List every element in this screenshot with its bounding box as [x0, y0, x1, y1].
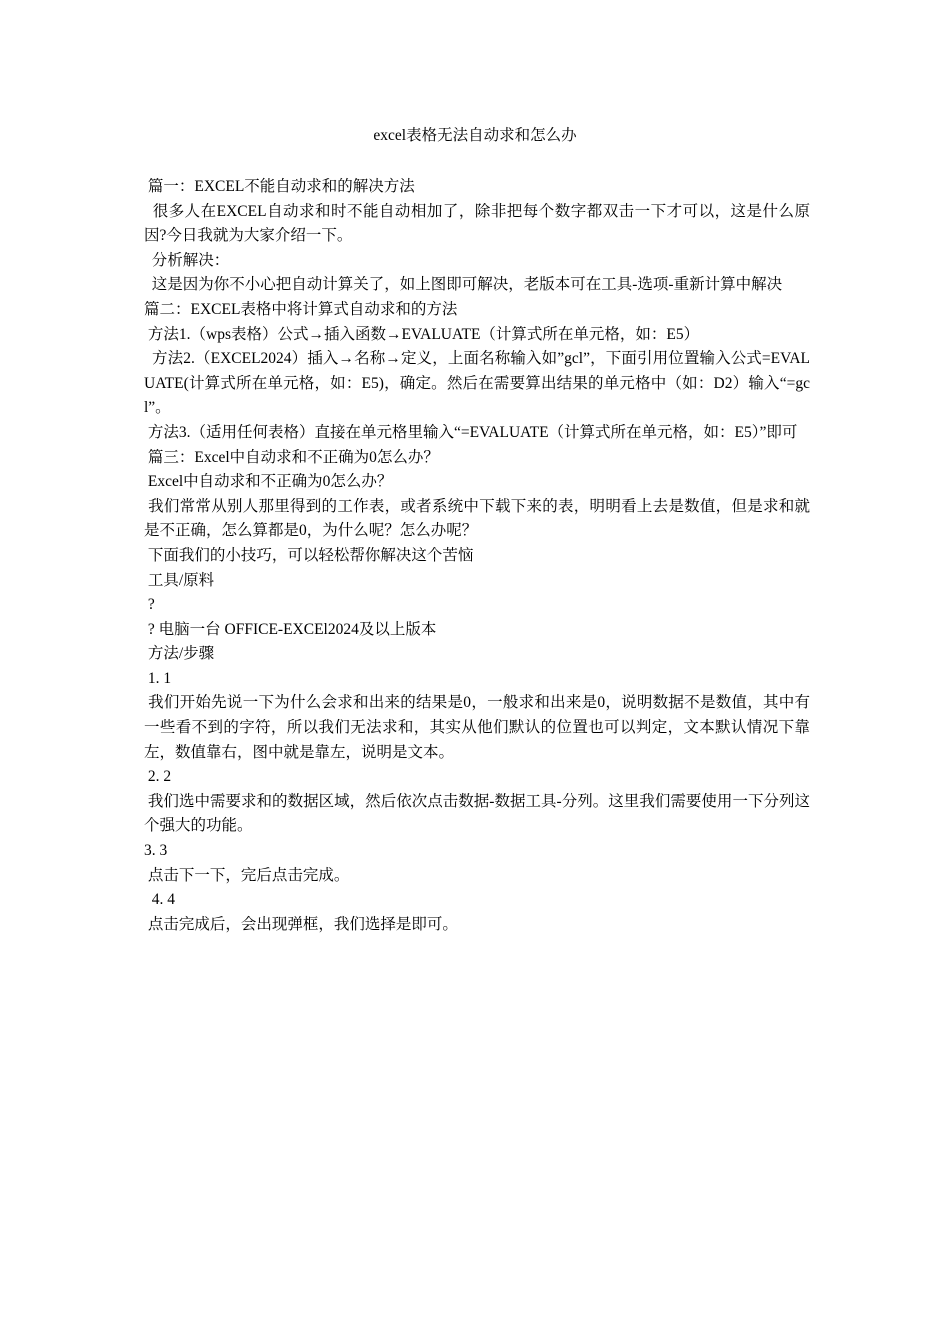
paragraph: 4. 4	[144, 891, 175, 909]
paragraph: 方法/步骤	[144, 645, 215, 663]
paragraph: 这是因为你不小心把自动计算关了，如上图即可解决，老版本可在工具-选项-重新计算中解决	[144, 276, 783, 294]
paragraph: 我们常常从别人那里得到的工作表，或者系统中下载下来的表，明明看上去是数值，但是求和就是不正确，怎么算都是0，为什么呢？怎么办呢？	[144, 497, 810, 540]
document-title: excel表格无法自动求和怎么办	[373, 127, 577, 144]
paragraph: 3. 3	[144, 842, 168, 860]
paragraph: Excel中自动求和不正确为0怎么办？	[144, 473, 393, 491]
paragraph: ? 电脑一台 OFFICE-EXCEl2024及以上版本	[144, 620, 437, 638]
paragraph: 2. 2	[144, 768, 172, 786]
paragraph: 工具/原料	[144, 571, 215, 589]
paragraph: 点击下一下，完后点击完成。	[144, 866, 350, 884]
paragraph: 很多人在EXCEL自动求和时不能自动相加了，除非把每个数字都双击一下才可以，这是什么原因?今日我就为大家介绍一下。	[144, 202, 810, 245]
paragraph: ?	[144, 596, 155, 614]
paragraph: 分析解决：	[144, 251, 230, 269]
paragraph: 篇一：EXCEL不能自动求和的解决方法	[144, 178, 415, 195]
paragraph: 点击完成后，会出现弹框，我们选择是即可。	[144, 915, 458, 933]
paragraph: 方法3.（适用任何表格）直接在单元格里输入“=EVALUATE（计算式所在单元格，如：E5）”即可	[144, 423, 798, 441]
paragraph: 篇三：Excel中自动求和不正确为0怎么办？	[144, 448, 439, 466]
document-body	[144, 175, 810, 937]
paragraph: 1. 1	[144, 669, 172, 687]
paragraph: 我们选中需要求和的数据区域，然后依次点击数据-数据工具-分列。这里我们需要使用一下分列这个强大的功能。	[144, 792, 811, 835]
paragraph: 方法2.（EXCEL2024）插入→名称→定义，上面名称输入如”gcl”，下面引用位置输入公式=EVALUATE(计算式所在单元格，如：E5)，确定。然后在需要算出结果的单元格中（如：D2）输入“=gcl”。	[144, 350, 811, 417]
paragraph: 下面我们的小技巧，可以轻松帮你解决这个苦恼	[144, 546, 474, 564]
paragraph: 方法1.（wps表格）公式→插入函数→EVALUATE（计算式所在单元格，如：E5）	[144, 325, 700, 343]
paragraph: 我们开始先说一下为什么会求和出来的结果是0，一般求和出来是0，说明数据不是数值，其中有一些看不到的字符，所以我们无法求和，其实从他们默认的位置也可以判定，文本默认情况下靠左，数值靠右，图中就是靠左，说明是文本。	[144, 694, 810, 761]
paragraph: 篇二：EXCEL表格中将计算式自动求和的方法	[144, 300, 458, 318]
